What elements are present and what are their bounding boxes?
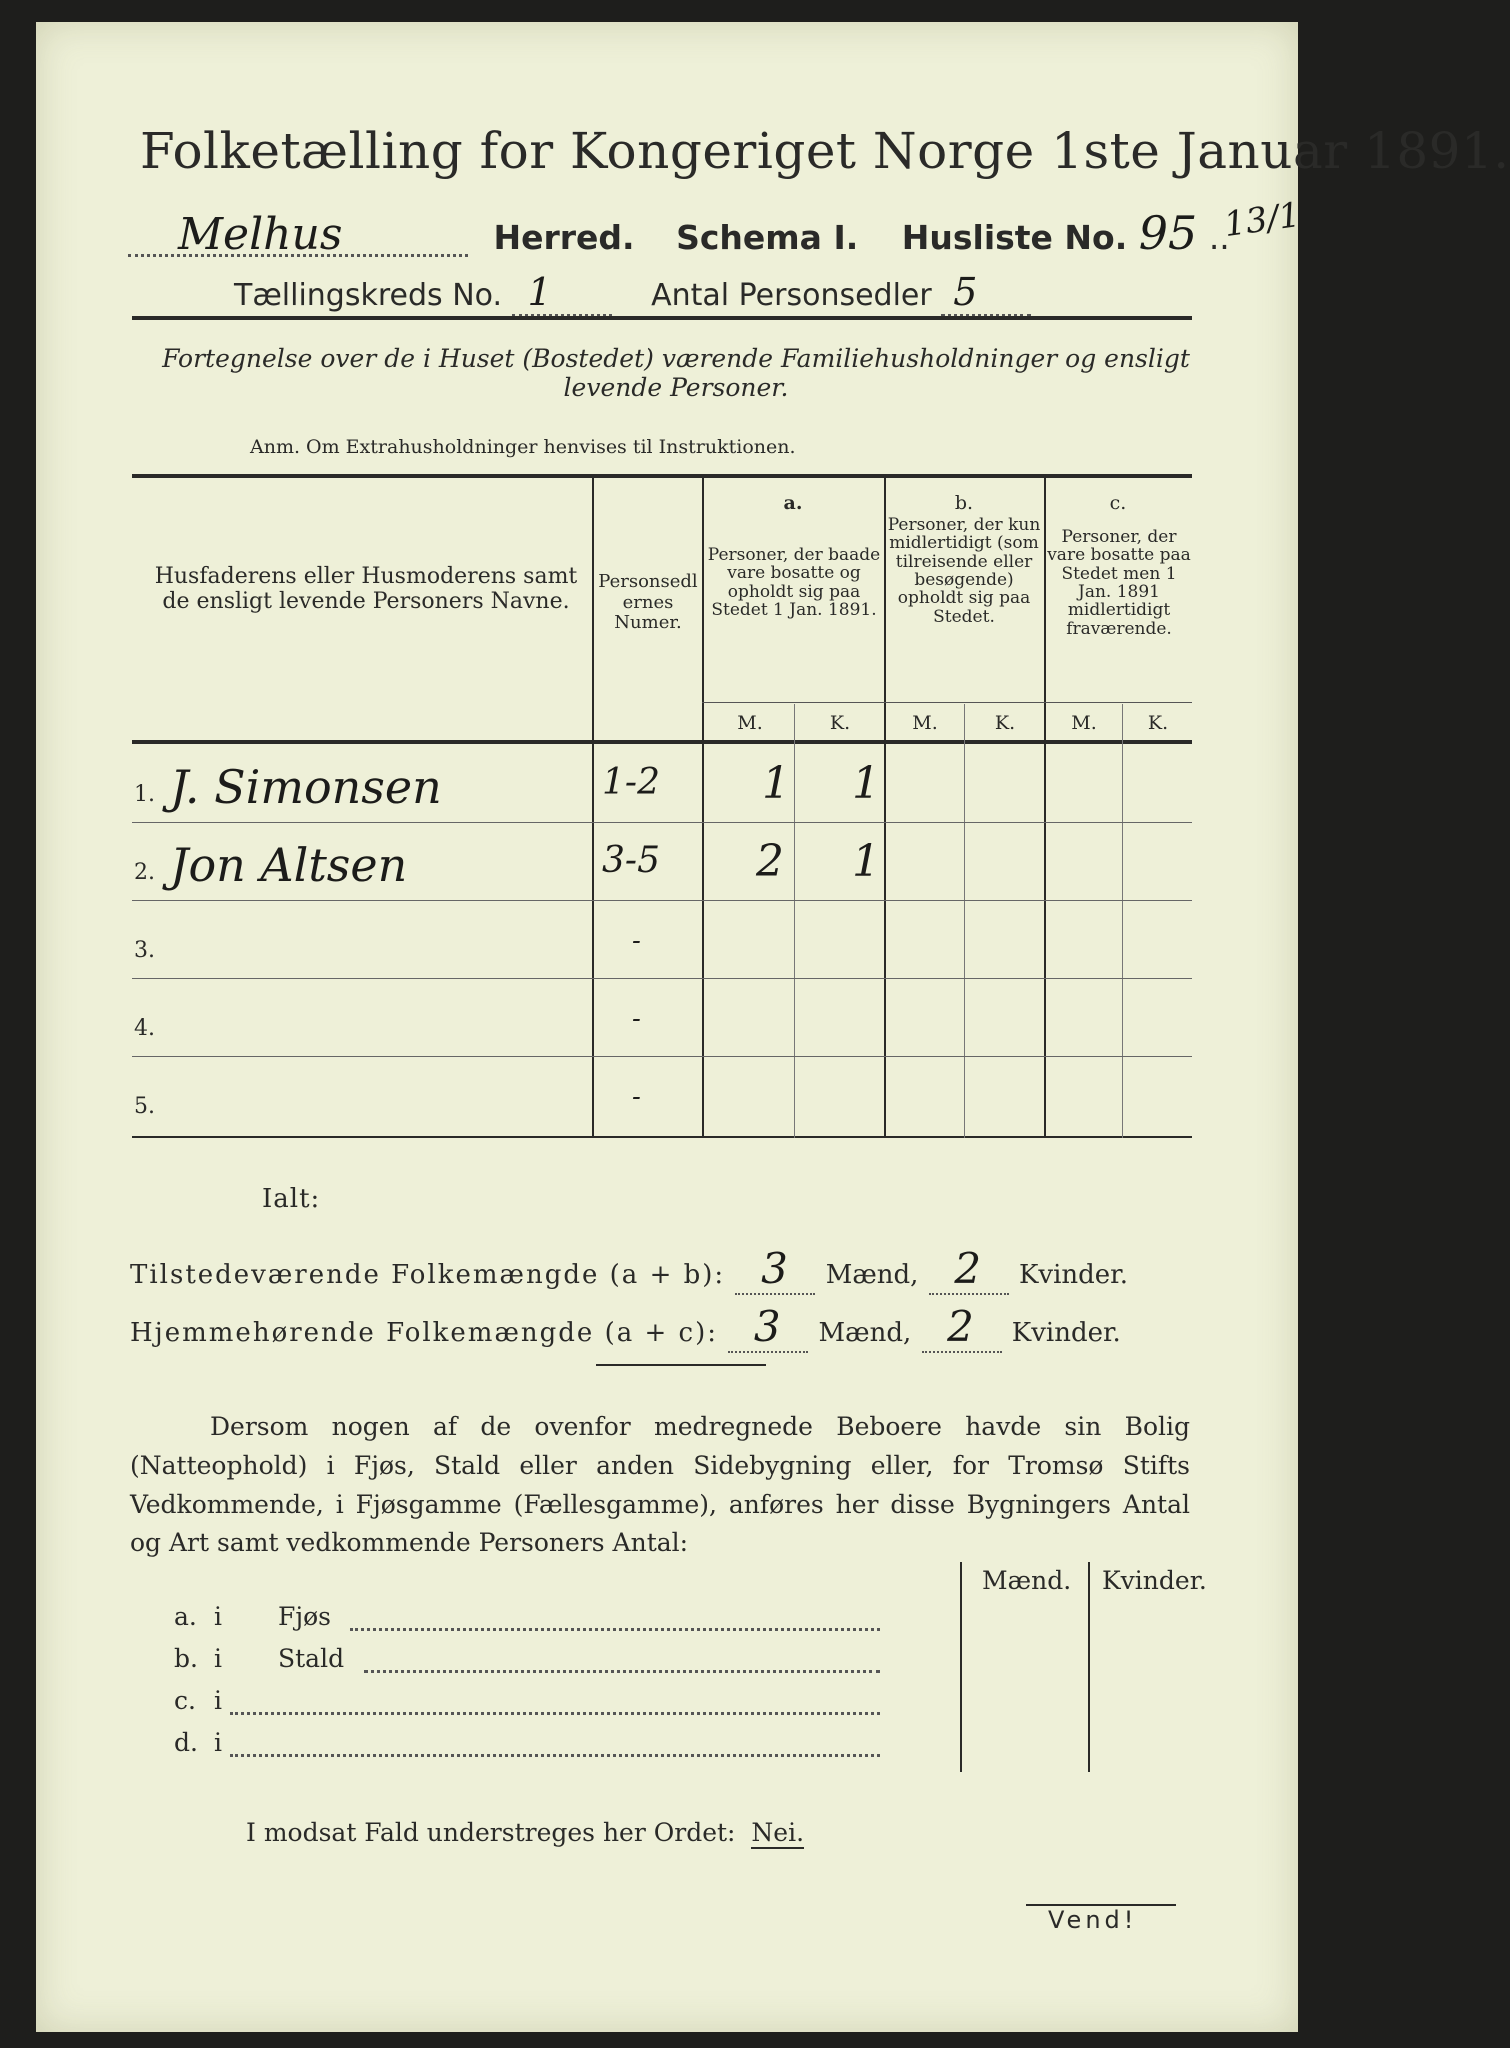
list-divider xyxy=(1088,1562,1090,1772)
list-divider xyxy=(960,1562,962,1772)
b-m-header: M. xyxy=(912,712,938,734)
modsat-line xyxy=(246,1818,804,1847)
col-c-letter: c. xyxy=(1109,492,1127,514)
a-k-header: K. xyxy=(829,712,851,734)
table-row xyxy=(132,900,1192,979)
outbuilding-paragraph: Dersom nogen af de ovenfor medregnede Beboere havde sin Bolig (Natteophold) i Fjøs, Stald eller anden Sidebygning eller, for Tromsø Stifts Vedkommende, i Fjøsgamme (Fællesgamme), anføres her disse Bygningers Antal og Art samt vedkommende Personers Antal: xyxy=(130,1412,1190,1558)
a-m-header: M. xyxy=(737,712,763,734)
item-dots xyxy=(350,1628,880,1631)
intro-text: Fortegnelse over de i Huset (Bostedet) værende Familiehusholdninger og ensligt levende Personer. xyxy=(162,344,1190,402)
row-num: - xyxy=(632,926,641,956)
row-num: - xyxy=(632,1004,641,1034)
separator-rule xyxy=(596,1364,766,1366)
row-a-m: 1 xyxy=(762,758,790,809)
col-a-header: Personer, der baade vare bosatte og opholdt sig paa Stedet 1 Jan. 1891. xyxy=(707,545,881,621)
item-i: i xyxy=(214,1644,222,1673)
header-rule xyxy=(132,316,1192,320)
col-b-letter: b. xyxy=(954,492,974,514)
col-b-header: Personer, der kun midlertidigt (som tilreisende eller besøgende) opholdt sig paa Stedet. xyxy=(887,515,1041,627)
kreds-field xyxy=(512,270,612,317)
table-bottom-rule xyxy=(132,1136,1192,1138)
row-a-m: 2 xyxy=(756,836,784,887)
herred-value: Melhus xyxy=(178,209,343,260)
row-name: Jon Altsen xyxy=(170,838,408,892)
item-i: i xyxy=(214,1602,222,1631)
table-top-rule xyxy=(132,474,1192,478)
c-m-header: M. xyxy=(1071,712,1097,734)
item-letter: b. xyxy=(174,1644,198,1673)
husliste-label: Husliste No. xyxy=(901,218,1128,257)
tilstede-maend: Mænd, xyxy=(825,1260,919,1290)
table-row xyxy=(132,744,1192,823)
list-item xyxy=(174,1728,954,1768)
item-dots xyxy=(230,1754,880,1757)
herred-line: Melhus Herred. Schema I. Husliste No. 95 .. xyxy=(128,206,1230,263)
tilstede-kvinder: Kvinder. xyxy=(1018,1260,1129,1290)
modsat-label: I modsat Fald understreges her Ordet: xyxy=(246,1818,736,1847)
table-body xyxy=(132,744,1192,1136)
antal-value: 5 xyxy=(953,270,978,314)
tilstede-m: 3 xyxy=(735,1244,815,1295)
row-number: 1. xyxy=(134,782,155,807)
row-name: J. Simonsen xyxy=(170,760,442,814)
item-letter: a. xyxy=(174,1602,197,1631)
hjemme-label: Hjemmehørende Folkemængde (a + c): xyxy=(130,1318,718,1348)
vend-label: Vend! xyxy=(1048,1906,1138,1934)
item-i: i xyxy=(214,1728,222,1757)
row-number: 5. xyxy=(134,1094,155,1119)
ialt-label: Ialt: xyxy=(262,1184,321,1214)
mk-rule xyxy=(702,702,1192,703)
list-item xyxy=(174,1602,954,1642)
b-k-header: K. xyxy=(994,712,1016,734)
list-item xyxy=(174,1644,954,1684)
kreds-line xyxy=(234,270,1031,317)
col-c-header: Personer, der vare bosatte paa Stedet men 1 Jan. 1891 midlertidigt fraværende. xyxy=(1047,527,1191,639)
row-num: 1-2 xyxy=(602,762,660,803)
hjemme-k: 2 xyxy=(922,1302,1002,1353)
col-maend-header: Mænd. xyxy=(982,1566,1072,1595)
row-number: 4. xyxy=(134,1016,155,1041)
table-row xyxy=(132,978,1192,1057)
tilstede-line xyxy=(130,1244,1128,1295)
hjemme-m: 3 xyxy=(728,1302,808,1353)
anm-note: Anm. Om Extrahusholdninger henvises til Instruktionen. xyxy=(250,436,796,458)
table-row xyxy=(132,822,1192,901)
row-num: 3-5 xyxy=(602,840,660,881)
hjemme-line xyxy=(130,1302,1121,1353)
list-item xyxy=(174,1686,954,1726)
antal-field xyxy=(941,270,1031,317)
form-title: Folketælling for Kongeriget Norge 1ste Januar 1891. xyxy=(140,122,1510,180)
hjemme-maend: Mænd, xyxy=(818,1318,912,1348)
kreds-label: Tællingskreds No. xyxy=(234,278,502,313)
row-a-k: 1 xyxy=(852,836,880,887)
col-name-header: Husfaderens eller Husmoderens samt de ensligt levende Personers Navne. xyxy=(154,564,578,615)
col-a-letter: a. xyxy=(783,492,803,514)
tilstede-label: Tilstedeværende Folkemængde (a + b): xyxy=(130,1260,726,1290)
row-num: - xyxy=(632,1082,641,1112)
census-form-page xyxy=(36,22,1510,2032)
item-label: Stald xyxy=(278,1644,345,1673)
herred-field xyxy=(128,203,468,260)
c-k-header: K. xyxy=(1147,712,1169,734)
nei-word: Nei. xyxy=(751,1818,805,1847)
table-row xyxy=(132,1056,1192,1134)
col-kvinder-header: Kvinder. xyxy=(1102,1566,1207,1595)
col-num-header: Personsedlernes Numer. xyxy=(598,571,698,634)
corner-note: 13/1 xyxy=(1221,194,1303,246)
hjemme-kvinder: Kvinder. xyxy=(1011,1318,1121,1348)
schema-label: Schema I. xyxy=(676,218,859,257)
row-a-k: 1 xyxy=(852,758,880,809)
tilstede-k: 2 xyxy=(929,1244,1009,1295)
item-letter: d. xyxy=(174,1728,198,1757)
row-number: 2. xyxy=(134,860,155,885)
item-i: i xyxy=(214,1686,222,1715)
item-dots xyxy=(230,1712,880,1715)
item-label: Fjøs xyxy=(278,1602,331,1631)
kreds-value: 1 xyxy=(527,270,552,314)
herred-label: Herred. xyxy=(493,218,635,257)
husliste-value: 95 xyxy=(1138,206,1198,260)
item-dots xyxy=(364,1670,880,1673)
antal-label: Antal Personsedler xyxy=(651,278,932,313)
item-letter: c. xyxy=(174,1686,196,1715)
row-number: 3. xyxy=(134,938,155,963)
